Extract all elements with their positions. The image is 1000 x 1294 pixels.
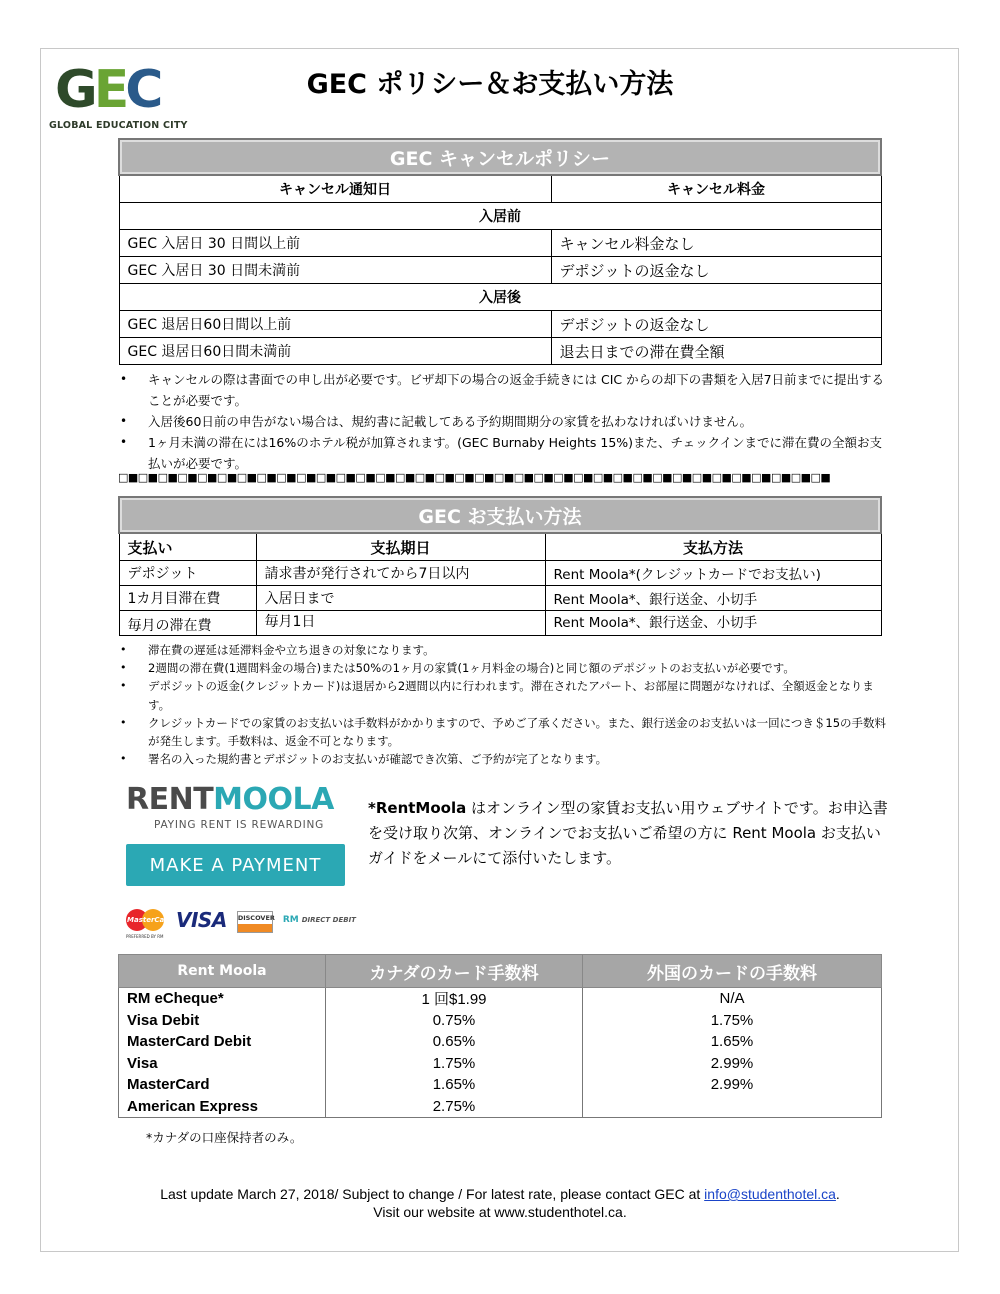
list-item: • デポジットの返金(クレジットカード)は退居から2週間以内に行われます。滞在されたアパート、お部屋に問題がなければ、全額返金となります。 [118,677,888,713]
fee-method: Visa Debit [119,1010,326,1032]
logo-subtitle: GLOBAL EDUCATION CITY [49,120,188,131]
fee-col-method: Rent Moola [119,955,326,988]
payment-col-due: 支払期日 [256,533,545,561]
cancel-when: GEC 入居日 30 日間未満前 [119,257,551,284]
payment-due: 入居日まで [256,586,545,611]
fee-foreign: 2.99% [583,1074,882,1096]
footer-line2: Visit our website at www.studenthotel.ca. [373,1204,627,1220]
cancel-policy-header: GEC キャンセルポリシー [119,139,881,175]
cancel-fee: キャンセル料金なし [551,230,881,257]
rentmoola-desc-bold: *RentMoola [368,799,467,817]
payment-due: 毎月1日 [256,611,545,636]
fee-col-foreign: 外国のカードの手数料 [583,955,882,988]
payment-header: GEC お支払い方法 [119,497,881,533]
payment-item: 1カ月目滞在費 [119,586,256,611]
direct-debit-icon [283,915,356,925]
table-row [119,1031,882,1053]
divider: □■□■□■□■□■□■□■□■□■□■□■□■□■□■□■□■□■□■□■□■□■□■□■□■□■□■□■□■□■□■□■□■□■□■□■□■ [118,471,831,484]
cancel-fee: 退去日までの滞在費全額 [551,338,881,365]
fee-foreign [583,1096,882,1118]
payment-notes [118,641,888,768]
cancel-fee: デポジットの返金なし [551,257,881,284]
cancel-col-fee: キャンセル料金 [551,175,881,203]
footer-text: Last update March 27, 2018/ Subject to change / For latest rate, please contact GEC at [160,1186,705,1202]
list-item: • キャンセルの際は書面での申し出が必要です。ビザ却下の場合の返金手続きには CIC からの却下の書類を入居7日前までに提出することが必要です。 [118,369,888,411]
footer [60,1185,940,1221]
cancel-when: GEC 退居日60日間以上前 [119,311,551,338]
fee-canada: 1.75% [326,1053,583,1075]
make-payment-button[interactable]: MAKE A PAYMENT [126,844,345,886]
payment-due: 請求書が発行されてから7日以内 [256,561,545,586]
mastercard-label: MasterCard [127,916,173,924]
fee-table [118,954,882,1118]
cancel-fee: デポジットの返金なし [551,311,881,338]
mastercard-sub: PREFERRED BY RM [126,934,164,939]
fee-foreign: 1.75% [583,1010,882,1032]
direct-debit-label: DIRECT DEBIT [301,916,356,924]
list-item: • クレジットカードでの家賃のお支払いは手数料がかかりますので、予めご了承ください。また、銀行送金のお支払いは一回につき＄15の手数料が発生します。手数料は、返金不可となります。 [118,714,888,750]
logo-g: G [55,60,94,120]
table-row [119,1053,882,1075]
mastercard-icon [126,907,173,939]
cancel-col-notice: キャンセル通知日 [119,175,551,203]
payment-col-item: 支払い [119,533,256,561]
list-item: • 1ヶ月未満の滞在には16%のホテル税が加算されます。(GEC Burnaby Heights 15%)また、チェックインまでに滞在費の全額お支払いが必要です。 [118,432,888,474]
payment-method: Rent Moola*、銀行送金、小切手 [545,586,881,611]
rentmoola-rent: RENT [126,782,214,817]
footer-line1 [60,1185,940,1203]
footer-period: . [835,1186,840,1202]
payment-item: 毎月の滞在費 [119,611,256,636]
cancel-policy-table [118,138,882,365]
rentmoola-logo [126,783,351,831]
table-row [119,586,881,611]
payment-table [118,496,882,636]
page-title: GEC ポリシー＆お支払い方法 [306,69,674,100]
list-item: • 2週間の滞在費(1週間料金の場合)または50%の1ヶ月の家賃(1ヶ月料金の場合)と同じ額のデポジットのお支払いが必要です。 [118,659,888,677]
rentmoola-wordmark [126,783,351,817]
table-row [119,561,881,586]
table-row [119,230,881,257]
fee-canada: 0.75% [326,1010,583,1032]
table-row [119,988,882,1010]
fee-canada: 1.65% [326,1074,583,1096]
discover-icon: DISCOVER [237,911,273,933]
email-link[interactable]: info@studenthotel.ca [704,1186,836,1202]
fee-foreign: 2.99% [583,1053,882,1075]
fee-method: RM eCheque* [119,988,326,1010]
fee-method: American Express [119,1096,326,1118]
payment-method: Rent Moola*、銀行送金、小切手 [545,611,881,636]
table-row [119,311,881,338]
cancel-section-after: 入居後 [119,284,881,311]
list-item: • 滞在費の遅延は延滞料金や立ち退きの対象になります。 [118,641,888,659]
fee-note: *カナダの口座保持者のみ。 [146,1130,303,1145]
rentmoola-desc-text: はオンライン型の家賃お支払い用ウェブサイトです。お申込書を受け取り次第、オンラインでお支払いご希望の方に Rent Moola お支払いガイドをメールにて添付いたします。 [368,799,888,867]
fee-col-canada: カナダのカード手数料 [326,955,583,988]
fee-foreign: N/A [583,988,882,1010]
card-logos [126,907,356,941]
list-item: • 署名の入った規約書とデポジットのお支払いが確認でき次第、ご予約が完了となります。 [118,750,888,768]
logo-c: C [125,60,160,120]
rm-mark: RM [282,915,299,925]
fee-method: MasterCard [119,1074,326,1096]
table-row [119,1096,882,1118]
cancel-section-before: 入居前 [119,203,881,230]
table-row [119,1010,882,1032]
payment-item: デポジット [119,561,256,586]
fee-method: MasterCard Debit [119,1031,326,1053]
fee-canada: 1 回$1.99 [326,988,583,1010]
gec-logo [49,62,189,134]
fee-canada: 0.65% [326,1031,583,1053]
cancel-notes [118,369,888,474]
fee-foreign: 1.65% [583,1031,882,1053]
logo-e: E [93,60,126,120]
rentmoola-tagline: PAYING RENT IS REWARDING [154,819,325,831]
rentmoola-description [368,796,888,871]
cancel-when: GEC 入居日 30 日間以上前 [119,230,551,257]
payment-method: Rent Moola*(クレジットカードでお支払い) [545,561,881,586]
table-row [119,611,881,636]
fee-canada: 2.75% [326,1096,583,1118]
payment-col-method: 支払方法 [545,533,881,561]
visa-icon: VISA [176,908,227,932]
rentmoola-moola: MOOLA [213,782,334,817]
fee-method: Visa [119,1053,326,1075]
table-row [119,338,881,365]
list-item: • 入居後60日前の申告がない場合は、規約書に記載してある予約期間期分の家賃を払わなければいけません。 [118,411,888,432]
logo-letters [55,62,159,118]
table-row [119,1074,882,1096]
cancel-when: GEC 退居日60日間未満前 [119,338,551,365]
table-row [119,257,881,284]
